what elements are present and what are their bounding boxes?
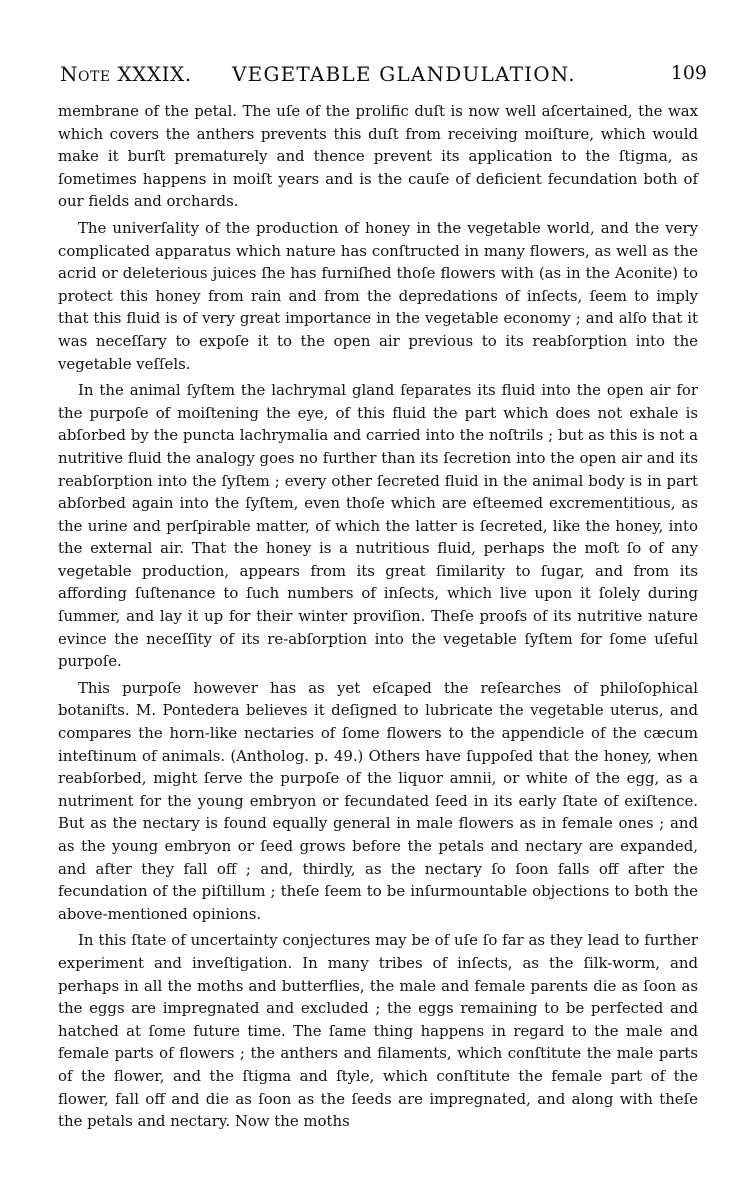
- page-number: 109: [670, 62, 707, 84]
- body-text: [58, 100, 698, 1137]
- paragraph: This purpoſe however has as yet eſcaped the reſearches of philoſophical botaniſts. M. Pontedera believes it deſigned to lubricate the vegetable uterus, and compares the horn-like nectaries of ſome flowers to the appendicle of the cæcum inteſtinum of animals. (Antholog. p. 49.) Others have ſuppoſed that the honey, when reabſorbed, might ſerve the purpoſe of the liquor amnii, or white of the egg, as a nutriment for the young embryon or fecundated ſeed in its early ſtate of exiſtence. But as the nectary is found equally general in male flowers as in female ones ; and as the young embryon or ſeed grows before the petals and nectary are expanded, and after they fall off ; and, thirdly, as the nectary ſo ſoon falls off after the fecundation of the piſtillum ; theſe ſeem to be inſurmountable objections to both the above-mentioned opinions.: [58, 678, 698, 923]
- paragraph: In this ſtate of uncertainty conjectures may be of uſe ſo far as they lead to further experiment and inveſtigation. In many tribes of inſects, as the ſilk-worm, and perhaps in all the moths and butterflies, the male and female parents die as ſoon as the eggs are impregnated and excluded ; the eggs remaining to be perfected and hatched at ſome future time. The ſame thing happens in regard to the male and female parts of flowers ; the anthers and filaments, which conſtitute the male parts of the flower, and the ſtigma and ſtyle, which conſtitute the female part of the flower, fall off and die as ſoon as the ſeeds are impregnated, and along with theſe the petals and nectary. Now the moths: [58, 931, 698, 1131]
- section-title: VEGETABLE GLANDULATION.: [232, 62, 576, 86]
- paragraph: In the animal ſyſtem the lachrymal gland ſeparates its fluid into the open air for the purpoſe of moiſtening the eye, of this fluid the part which does not exhale is abſorbed by the puncta lachrymalia and carried into the noſtrils ; but as this is not a nutritive fluid the analogy goes no further than its ſecretion into the open air and its reabſorption into the ſyſtem ; every other ſecreted fluid in the animal body is in part abſorbed again into the ſyſtem, even thoſe which are eſteemed excrementitious, as the urine and perſpirable matter, of which the latter is ſecreted, like the honey, into the external air. That the honey is a nutritious fluid, perhaps the moſt ſo of any vegetable production, appears from its great ſimilarity to ſugar, and from its affording ſuſtenance to ſuch numbers of inſects, which live upon it ſolely during ſummer, and lay it up for their winter proviſion. Theſe proofs of its nutritive nature evince the neceſſity of its re-abſorption into the vegetable ſyſtem for ſome uſeful purpoſe.: [58, 381, 698, 671]
- paragraph: The univerſality of the production of honey in the vegetable world, and the very complicated apparatus which nature has conſtructed in many flowers, as well as the acrid or deleterious juices ſhe has furniſhed thoſe flowers with (as in the Aconite) to protect this honey from rain and from the depredations of inſects, ſeem to imply that this fluid is of very great importance in the vegetable economy ; and alſo that it was neceſſary to expoſe it to the open air previous to its reabſorption into the vegetable veſſels.: [58, 218, 698, 373]
- paragraph-continued: membrane of the petal. The uſe of the prolific duſt is now well aſcertained, the wax which covers the anthers prevents this duſt from receiving moiſture, which would make it burſt prematurely and thence prevent its application to the ſtigma, as ſometimes happens in moiſt years and is the cauſe of deficient fecundation both of our fields and orchards.: [58, 102, 698, 211]
- running-header: [60, 62, 707, 92]
- note-number: Note XXXIX.: [60, 62, 192, 86]
